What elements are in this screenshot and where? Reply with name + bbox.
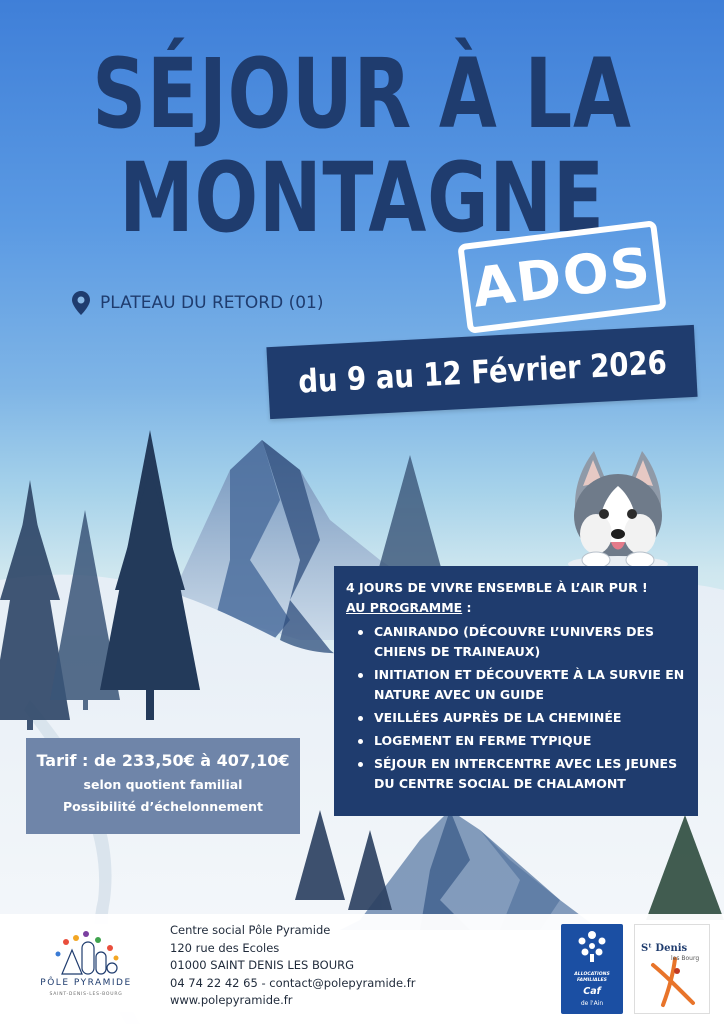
contact-website[interactable]: www.polepyramide.fr — [170, 993, 293, 1007]
footer — [0, 914, 724, 1024]
pole-pyramide-place: SAINT-DENIS-LES-BOURG — [49, 992, 123, 997]
program-item: LOGEMENT EN FERME TYPIQUE — [346, 731, 686, 751]
program-label: AU PROGRAMME — [346, 600, 463, 615]
program-label-colon: : — [462, 600, 472, 615]
caf-logo — [561, 924, 623, 1014]
title-line-1: SÉJOUR À LA — [92, 38, 632, 150]
contact-org: Centre social Pôle Pyramide — [170, 923, 331, 937]
saint-denis-suffix: les Bourg — [671, 955, 700, 962]
saint-denis-logo — [634, 924, 710, 1014]
pole-pyramide-logo — [14, 924, 158, 1012]
caf-place: de l'Ain — [580, 1000, 604, 1007]
program-item: INITIATION ET DÉCOUVERTE À LA SURVIE EN NATURE AVEC UN GUIDE — [346, 665, 686, 705]
tarif-echelonnement: Possibilité d’échelonnement — [62, 799, 263, 814]
saint-denis-figure-icon — [635, 925, 711, 1015]
program-item: VEILLÉES AUPRÈS DE LA CHEMINÉE — [346, 708, 686, 728]
program-item: CANIRANDO (DÉCOUVRE L’UNIVERS DES CHIENS DE TRAINEAUX) — [346, 622, 686, 662]
contact-street: 120 rue des Ecoles — [170, 940, 280, 955]
husky-dog-illustration — [566, 446, 670, 570]
location — [72, 291, 323, 315]
tarif-quotient: selon quotient familial — [83, 777, 243, 792]
saint-denis-name: Sᵗ Denis — [641, 943, 688, 954]
contact-city: 01000 SAINT DENIS LES BOURG — [170, 958, 355, 972]
caf-people-icon — [561, 924, 623, 970]
caf-allocations: ALLOCATIONS FAMILIALES — [574, 972, 610, 983]
contact-phone-email: 04 74 22 42 65 - contact@polepyramide.fr — [170, 975, 416, 990]
tarif-price: Tarif : de 233,50€ à 407,10€ — [36, 751, 290, 770]
location-text: PLATEAU DU RETORD (01) — [100, 293, 324, 313]
program-list — [346, 622, 686, 794]
program-box — [334, 566, 698, 816]
contact-block — [170, 922, 415, 1010]
stamp-text: ADOS — [469, 234, 655, 320]
tarif-box — [26, 738, 300, 834]
date-text: du 9 au 12 Février 2026 — [296, 343, 668, 401]
location-pin-icon — [72, 291, 90, 315]
title-line-2: MONTAGNE — [119, 142, 605, 254]
program-item: SÉJOUR EN INTERCENTRE AVEC LES JEUNES DU CENTRE SOCIAL DE CHALAMONT — [346, 754, 686, 794]
program-intro: 4 JOURS DE VIVRE ENSEMBLE À L’AIR PUR ! — [346, 580, 648, 595]
pyramide-figures-icon — [14, 924, 158, 978]
caf-name: Caf — [583, 986, 601, 997]
pole-pyramide-name: PÔLE PYRAMIDE — [40, 978, 132, 988]
